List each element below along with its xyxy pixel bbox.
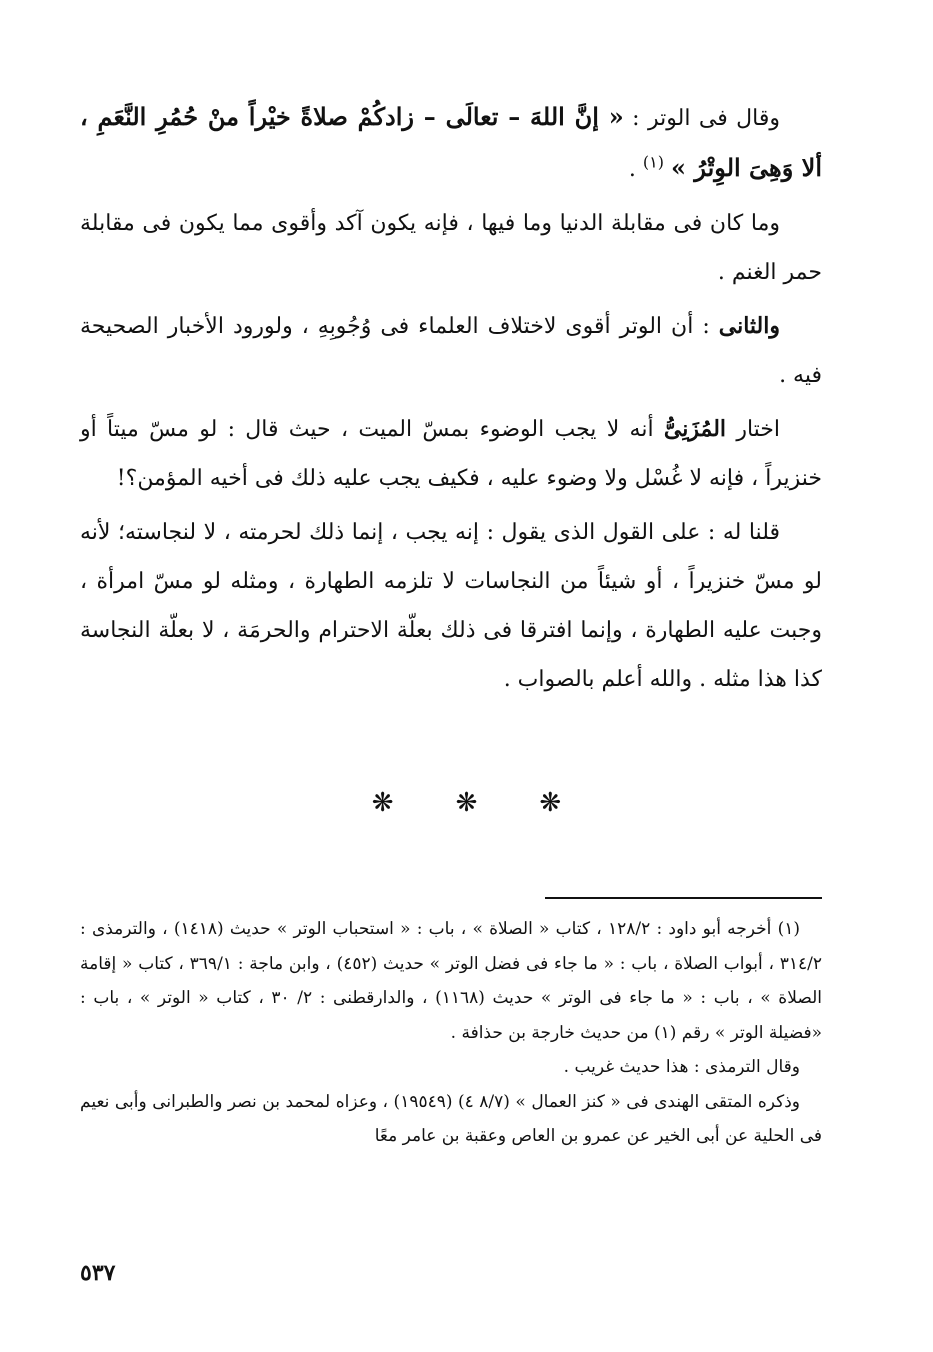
p4-name: المُزَنِىُّ bbox=[663, 416, 727, 442]
star-ornament-icon: ❋ bbox=[539, 788, 562, 818]
paragraph-2: وما كان فى مقابلة الدنيا وما فيها ، فإنه يكون آكد وأقوى مما يكون فى مقابلة حمر الغنم . bbox=[80, 211, 822, 285]
main-text bbox=[80, 92, 822, 709]
p3-lead: والثانى bbox=[718, 313, 780, 339]
footnote-rule bbox=[545, 897, 822, 899]
star-ornament-icon: ❋ bbox=[371, 788, 394, 818]
paragraph-4 bbox=[80, 405, 822, 503]
footnote-2: وقال الترمذى : هذا حديث غريب . bbox=[563, 1057, 800, 1077]
page-number: ٥٣٧ bbox=[80, 1260, 116, 1286]
p3-rest: : أن الوتر أقوى لاختلاف العلماء فى وُجُوبِهِ ، ولورود الأخبار الصحيحة فيه . bbox=[80, 314, 822, 388]
p1-end: . bbox=[628, 157, 636, 182]
section-divider bbox=[0, 788, 933, 818]
footnotes bbox=[80, 912, 822, 1154]
paragraph-3 bbox=[80, 302, 822, 400]
footnote-3: وذكره المتقى الهندى فى « كنز العمال » (٨/٧ ٤) (١٩٥٤٩) ، وعزاه لمحمد بن نصر والطبرانى وأبى نعيم فى الحلية عن أبى الخير عن عمرو بن العاص وعقبة بن عامر معًا bbox=[80, 1091, 822, 1146]
hadith-quote: « إنَّ اللهَ – تعالَى – زادكُمْ صلاةً خيْراً منْ حُمُرِ النَّعَمِ ، ألا وَهِىَ الوِتْرُ » bbox=[80, 102, 822, 182]
paragraph-1 bbox=[80, 92, 822, 194]
paragraph-5: قلنا له : على القول الذى يقول : إنه يجب ، إنما ذلك لحرمته ، لا لنجاسته؛ لأنه لو مسّ خنزيراً ، أو شيئاً من النجاسات لا تلزمه الطهارة ، ومثله لو مسّ امرأة ، وجبت عليه الطهارة ، وإنما افترقا فى ذلك بعلّة الاحترام والحرمَة ، لا بعلّة النجاسة كذا هذا مثله . والله أعلم بالصواب . bbox=[80, 520, 822, 692]
star-ornament-icon: ❋ bbox=[455, 788, 478, 818]
footnote-ref-1: (١) bbox=[642, 152, 665, 172]
footnote-1: (١) أخرجه أبو داود : ١٢٨/٢ ، كتاب « الصلاة » ، باب : « استحباب الوتر » حديث (١٤١٨) ، والترمذى : ٣١٤/٢ ، أبواب الصلاة ، باب : « ما جاء فى فضل الوتر » حديث (٤٥٢) ، وابن ماجة : ٣٦٩/١ ، كتاب « إقامة الصلاة » ، باب : « ما جاء فى الوتر » حديث (١١٦٨) ، والدارقطنى : ٢/ ٣٠ ، كتاب « الوتر » ، باب : «فضيلة الوتر » رقم (١) من حديث خارجة بن حذافة . bbox=[80, 919, 822, 1043]
p4-b: أنه لا يجب الوضوء بمسّ الميت ، حيث قال : لو مسّ ميتاً أو خنزيراً ، فإنه لا غُسْل ولا وضوء عليه ، فكيف يجب عليه ذلك فى أخيه المؤمن؟! bbox=[80, 417, 822, 491]
p1-lead: وقال فى الوتر : bbox=[623, 106, 780, 131]
p4-a: اختار bbox=[726, 417, 781, 442]
